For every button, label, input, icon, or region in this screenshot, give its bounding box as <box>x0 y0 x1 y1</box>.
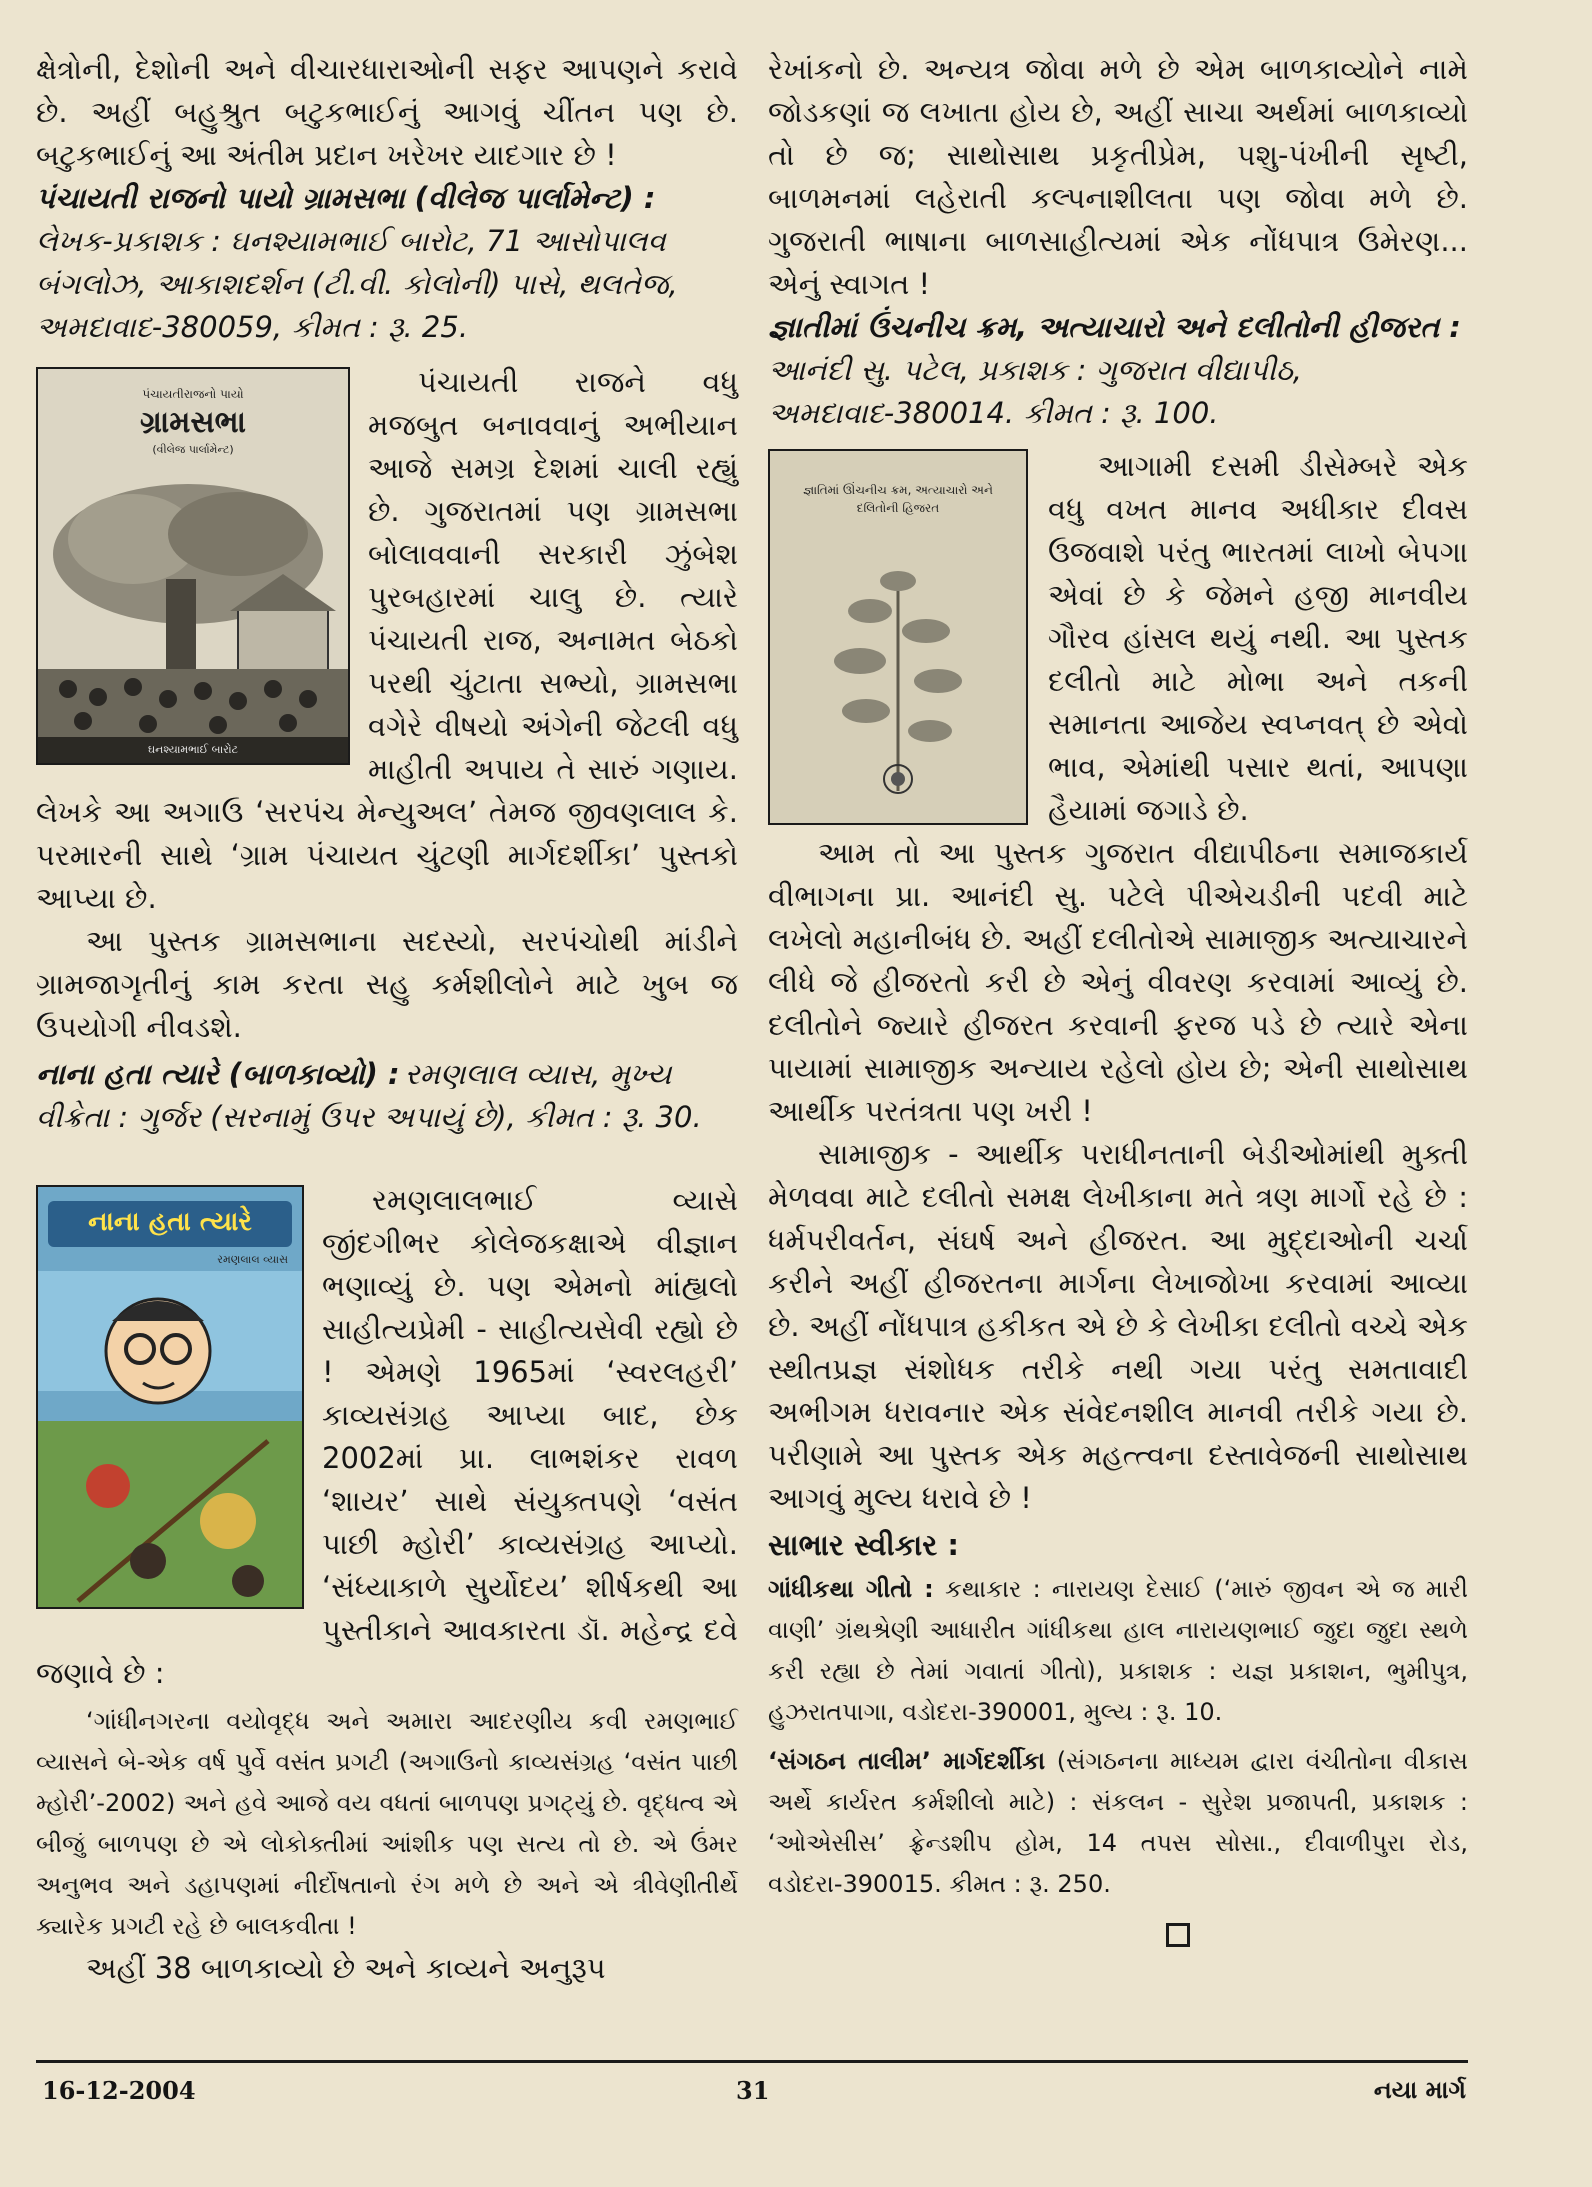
ack-item2-title: ‘સંગઠન તાલીમ’ માર્ગદર્શીકા <box>768 1747 1046 1775</box>
nana-hata-cover <box>36 1185 304 1609</box>
ack-item1-text: કથાકાર : નારાયણ દેસાઈ (‘મારું જીવન એ જ મારી વાણી’ ગ્રંથશ્રેણી આધારીત ગાંધીકથા હાલ નારાયણભાઈ જુદા જુદા સ્થળે કરી રહ્યા છે તેમાં ગવાતાં ગીતો), પ્રકાશક : યજ્ઞ પ્રકાશન, ભુમીપુત્ર, હુઝરાતપાગા, વડોદરા-390001, મુલ્ય : રૂ. 10. <box>768 1575 1468 1726</box>
book3-paragraph-1: આગામી દસમી ડીસેમ્બરે એક વધુ વખત માનવ અધીકાર દીવસ ઉજવાશે પરંતુ ભારતમાં લાખો બેપગા એવાં છે કે જેમને હજી માનવીય ગૌરવ હાંસલ થયું નથી. આ પુસ્તક દલીતો માટે મોભા અને તકની સમાનતા આજેય સ્વપ્નવત્ છે એવો ભાવ, એમાંથી પસાર થતાં, આપણા હૈયામાં જગાડે છે. <box>1048 449 1468 827</box>
intro-paragraph: ક્ષેત્રોની, દેશોની અને વીચારધારાઓની સફર આપણને કરાવે છે. અહીં બહુશ્રુત બટુકભાઈનું આગવું ચીંતન પણ છે. બટુકભાઈનું આ અંતીમ પ્રદાન ખરેખર યાદગાર છે ! <box>36 52 738 172</box>
ack-item2-text: (સંગઠનના માધ્યમ દ્વારા વંચીતોના વીકાસ અર્થે કાર્યરત કર્મશીલો માટે) : સંકલન - સુરેશ પ્રજાપતી, પ્રકાશક : ‘ઓએસીસ’ ફ્રેન્ડશીપ હોમ, 14 તપસ સોસા., દીવાળીપુરા રોડ, વડોદરા-390015. કીમત : રૂ. 250. <box>768 1747 1468 1898</box>
footer-rule <box>36 2060 1468 2063</box>
plant-illustration <box>770 541 1026 811</box>
book1-paragraph-1: પંચાયતી રાજને વધુ મજબુત બનાવવાનું અભીયાન આજે સમગ્ર દેશમાં ચાલી રહ્યું છે. ગુજરાતમાં પણ ગ્રામસભા બોલાવવાની સરકારી ઝુંબેશ પુરબહારમાં ચાલુ છે. ત્યારે પંચાયતી રાજ, અનામત બેઠકો પરથી ચુંટાતા સભ્યો, ગ્રામસભા વગેરે વીષયો અંગેની જેટલી વધુ માહીતી અપાય તે સારું ગણાય. લેખકે આ અગાઉ ‘સરપંચ મેન્યુઅલ’ તેમજ જીવણલાલ કે. પરમારની સાથે ‘ગ્રામ પંચાયત ચુંટણી માર્ગદર્શીકા’ પુસ્તકો આપ્યા છે. <box>36 365 738 915</box>
cover-author: રમણલાલ વ્યાસ <box>217 1253 288 1266</box>
book1-title: પંચાયતી રાજનો પાયો ગ્રામસભા (વીલેજ પાર્લામેન્ટ) : <box>36 181 656 215</box>
jati-cover <box>768 449 1028 825</box>
cover-subtitle: (વીલેજ પાર્લામેન્ટ) <box>152 443 234 456</box>
book3-paragraph-2: આમ તો આ પુસ્તક ગુજરાત વીદ્યાપીઠના સમાજકાર્ય વીભાગના પ્રા. આનંદી સુ. પટેલે પીએચડીની પદવી માટે લખેલો મહાનીબંધ છે. અહીં દલીતોએ સામાજીક અત્યાચારને લીધે જે હીજરતો કરી છે એનું વીવરણ કરવામાં આવ્યું છે. દલીતોને જ્યારે હીજરત કરવાની ફરજ પડે છે ત્યારે એના પાયામાં સામાજીક અન્યાય રહેલો હોય છે; એની સાથોસાથ આર્થીક પરતંત્રતા પણ ખરી ! <box>768 836 1468 1128</box>
end-mark <box>1166 1923 1190 1947</box>
book1-paragraph-2: આ પુસ્તક ગ્રામસભાના સદસ્યો, સરપંચોથી માંડીને ગ્રામજાગૃતીનું કામ કરતા સહુ કર્મશીલોને માટે ખુબ જ ઉપયોગી નીવડશે. <box>36 924 738 1044</box>
book2-continuation: રેખાંકનો છે. અન્યત્ર જોવા મળે છે એમ બાળકાવ્યોને નામે જોડકણાં જ લખાતા હોય છે, અહીં સાચા અર્થમાં બાળકાવ્યો તો છે જ; સાથોસાથ પ્રકૃતીપ્રેમ, પશુ-પંખીની સૃષ્ટી, બાળમનમાં લહેરાતી કલ્પનાશીલતા પણ જોવા મળે છે. ગુજરાતી ભાષાના બાળસાહીત્યમાં એક નોંધપાત્ર ઉમેરણ... એનું સ્વાગત ! <box>768 52 1468 301</box>
cover-title: નાના હતા ત્યારે <box>88 1207 252 1237</box>
book3-title: જ્ઞાતીમાં ઉંચનીચ ક્રમ, અત્યાચારો અને દલીતોની હીજરત : <box>768 310 1461 344</box>
cover-title: ગ્રામસભા <box>139 405 247 440</box>
cover-author: ઘનશ્યામભાઈ બારોટ <box>147 743 239 756</box>
book2-quote: ‘ગાંધીનગરના વયોવૃદ્ધ અને અમારા આદરણીય કવી રમણભાઈ વ્યાસને બે-એક વર્ષ પુર્વે વસંત પ્રગટી (અગાઉનો કાવ્યસંગ્રહ ‘વસંત પાછી મ્હોરી’-2002) અને હવે આજે વય વધતાં બાળપણ પ્રગટ્યું છે. વૃદ્ધત્વ એ બીજું બાળપણ છે એ લોકોક્તીમાં આંશીક પણ સત્ય તો છે. એ ઉંમર અનુભવ અને ડહાપણમાં નીર્દોષતાનો રંગ મળે છે અને એ ત્રીવેણીતીર્થે ક્યારેક પ્રગટી રહે છે બાલકવીતા ! <box>36 1707 738 1940</box>
right-column <box>768 48 1468 1951</box>
ack-item1-title: ગાંધીકથા ગીતો : <box>768 1575 934 1603</box>
left-column <box>36 48 738 1990</box>
book2-paragraph-2: અહીં 38 બાળકાવ્યો છે અને કાવ્યને અનુરૂપ <box>86 1951 606 1985</box>
child-illustration <box>38 1271 302 1609</box>
tree-illustration <box>38 459 348 749</box>
book1-meta: લેખક-પ્રકાશક : ઘનશ્યામભાઈ બારોટ, 71 આસોપાલવ બંગલોઝ, આકાશદર્શન (ટી.વી. કોલોની) પાસે, થલતેજ, અમદાવાદ-380059, કીમત : રૂ. 25. <box>36 224 678 344</box>
book3-paragraph-3: સામાજીક - આર્થીક પરાધીનતાની બેડીઓમાંથી મુક્તી મેળવવા માટે દલીતો સમક્ષ લેખીકાના મતે ત્રણ માર્ગો રહે છે : ધર્મપરીવર્તન, સંઘર્ષ અને હીજરત. આ મુદ્દાઓની ચર્ચા કરીને અહીં હીજરતના માર્ગના લેખાજોખા કરવામાં આવ્યા છે. અહીં નોંધપાત્ર હકીકત એ છે કે લેખીકા દલીતો વચ્ચે એક સ્થીતપ્રજ્ઞ સંશોધક તરીકે નથી ગયા પરંતુ સમતાવાદી અભીગમ ધરાવનાર એક સંવેદનશીલ માનવી તરીકે ગયા છે. પરીણામે આ પુસ્તક એક મહત્ત્વના દસ્તાવેજની સાથોસાથ આગવું મુલ્ય ધરાવે છે ! <box>768 1137 1468 1515</box>
cover-top-line: પંચાયતીરાજનો પાયો <box>142 387 244 401</box>
book3-meta: આનંદી સુ. પટેલ, પ્રકાશક : ગુજરાત વીદ્યાપીઠ, અમદાવાદ-380014. કીમત : રૂ. 100. <box>768 353 1303 430</box>
gramsabha-cover <box>36 367 350 765</box>
book2-meta: રમણલાલ વ્યાસ, મુખ્ય વીક્રેતા : ગુર્જર (સરનામું ઉપર અપાયું છે), કીમત : રૂ. 30. <box>36 1057 702 1134</box>
book2-paragraph-1: રમણલાલભાઈ વ્યાસે જીંદગીભર કોલેજકક્ષાએ વીજ્ઞાન ભણાવ્યું છે. પણ એમનો માંહ્યલો સાહીત્યપ્રેમી - સાહીત્યસેવી રહ્યો છે ! એમણે 1965માં ‘સ્વરલહરી’ કાવ્યસંગ્રહ આપ્યા બાદ, છેક 2002માં પ્રા. લાભશંકર રાવળ ‘શાયર’ સાથે સંયુક્તપણે ‘વસંત પાછી મ્હોરી’ કાવ્યસંગ્રહ આપ્યો. ‘સંધ્યાકાળે સુર્યોદય’ શીર્ષકથી આ પુસ્તીકાને આવકારતા ડૉ. મહેન્દ્ર દવે જણાવે છે : <box>36 1183 738 1690</box>
book2-title: નાના હતા ત્યારે (બાળકાવ્યો) : <box>36 1057 400 1091</box>
cover-title: જ્ઞાતિમાં ઊંચનીચ ક્રમ, અત્યાચારો અને દલિતોની હિજરત <box>803 483 993 515</box>
footer-date: 16-12-2004 <box>42 2076 196 2105</box>
footer-magazine-name: નયા માર્ગ <box>1373 2076 1466 2104</box>
acknowledgement-heading: સાભાર સ્વીકાર : <box>768 1528 959 1562</box>
footer-page-number: 31 <box>736 2076 770 2105</box>
